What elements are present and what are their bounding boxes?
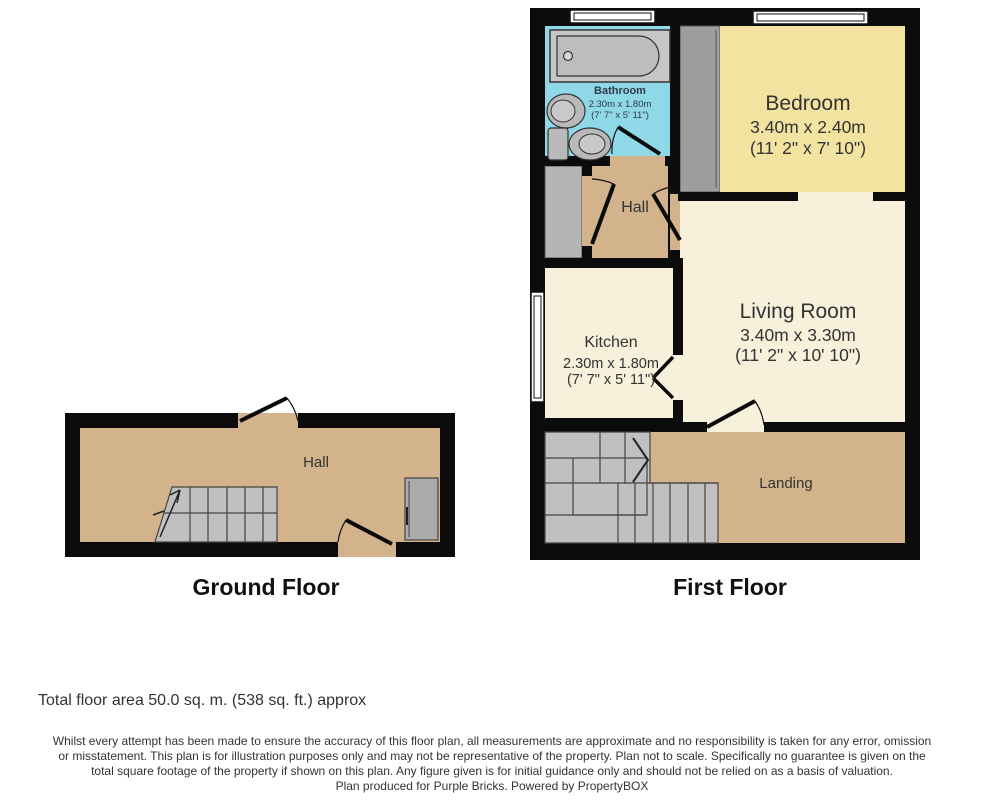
room-label-living-room: Living Room — [739, 300, 857, 323]
bedroom-window — [753, 11, 868, 24]
wall-bedroom-bottom-left — [678, 192, 798, 201]
room-dims-kitchen-metric: 2.30m x 1.80m — [563, 356, 659, 372]
room-dims-bedroom-metric: 3.40m x 2.40m — [750, 117, 866, 137]
doorway-ground-bottom — [338, 542, 396, 557]
wall-kitchen-bottom — [545, 418, 683, 432]
wall-living-bottom-left — [683, 422, 707, 432]
room-label-hall-first-floor: Hall — [621, 199, 649, 216]
wall-kitchen-right-top — [673, 268, 683, 355]
ground-floor-plan — [65, 385, 455, 560]
hall-cupboard — [545, 166, 582, 258]
room-label-bedroom: Bedroom — [765, 92, 851, 115]
doorway-bedroom — [798, 192, 873, 201]
disclaimer-block — [49, 734, 935, 794]
doorway-ground-top — [238, 413, 298, 428]
bedroom-wardrobe — [680, 26, 720, 192]
toilet-icon — [548, 128, 611, 160]
bathroom-window — [570, 10, 655, 23]
wall-hall-bottom — [545, 258, 683, 268]
wall-hall-left-bottom — [582, 246, 592, 258]
bathtub-icon — [550, 30, 670, 82]
wall-living-bottom-right — [764, 422, 905, 432]
first-floor-title: First Floor — [673, 574, 787, 600]
ground-floor-stairs — [153, 487, 277, 542]
room-label-landing: Landing — [759, 475, 813, 492]
room-label-hall-ground-floor: Hall — [303, 454, 329, 471]
room-dims-bathroom-metric: 2.30m x 1.80m — [588, 99, 652, 110]
room-dims-bedroom-imperial: (11' 2" x 7' 10") — [749, 138, 867, 158]
produced-by-text: Plan produced for Purple Bricks. Powered by PropertyBOX — [335, 779, 649, 793]
first-floor-plan — [530, 8, 920, 560]
room-dims-living-room-metric: 3.40m x 3.30m — [740, 325, 856, 345]
room-dims-kitchen-imperial: (7' 7" x 5' 11") — [566, 372, 656, 388]
doorway-kitchen — [673, 355, 683, 400]
ground-floor-title: Ground Floor — [192, 574, 340, 600]
room-label-bathroom: Bathroom — [594, 85, 646, 97]
wall-bathroom-bottom-right — [665, 156, 678, 166]
doorway-hall-left — [582, 176, 592, 246]
room-dims-bathroom-imperial: (7' 7" x 5' 11") — [591, 110, 649, 121]
total-floor-area: Total floor area 50.0 sq. m. (538 sq. ft.) approx — [38, 692, 367, 709]
room-label-kitchen: Kitchen — [584, 334, 638, 351]
room-dims-living-room-imperial: (11' 2" x 10' 10") — [735, 345, 861, 365]
wall-kitchen-right-bottom — [673, 400, 683, 420]
sink-icon — [547, 94, 585, 128]
kitchen-window — [531, 292, 544, 402]
wall-hall-left-top — [582, 166, 592, 176]
ground-cupboard — [405, 478, 438, 540]
wall-bedroom-bottom-right — [873, 192, 905, 201]
disclaimer-text: Whilst every attempt has been made to ensure the accuracy of this floor plan, all measurements are approximate and no responsibility is taken for any error, omission or misstatement. This plan is for illustration purposes only and may not be representative of the property. Plan not to scale. Specifically no guarantee is given on the total square footage of the property if shown on this plan. Any figure given is for initial guidance only and should not be relied on as a basis of valuation. — [52, 734, 932, 778]
doorway-bathroom — [610, 156, 665, 166]
